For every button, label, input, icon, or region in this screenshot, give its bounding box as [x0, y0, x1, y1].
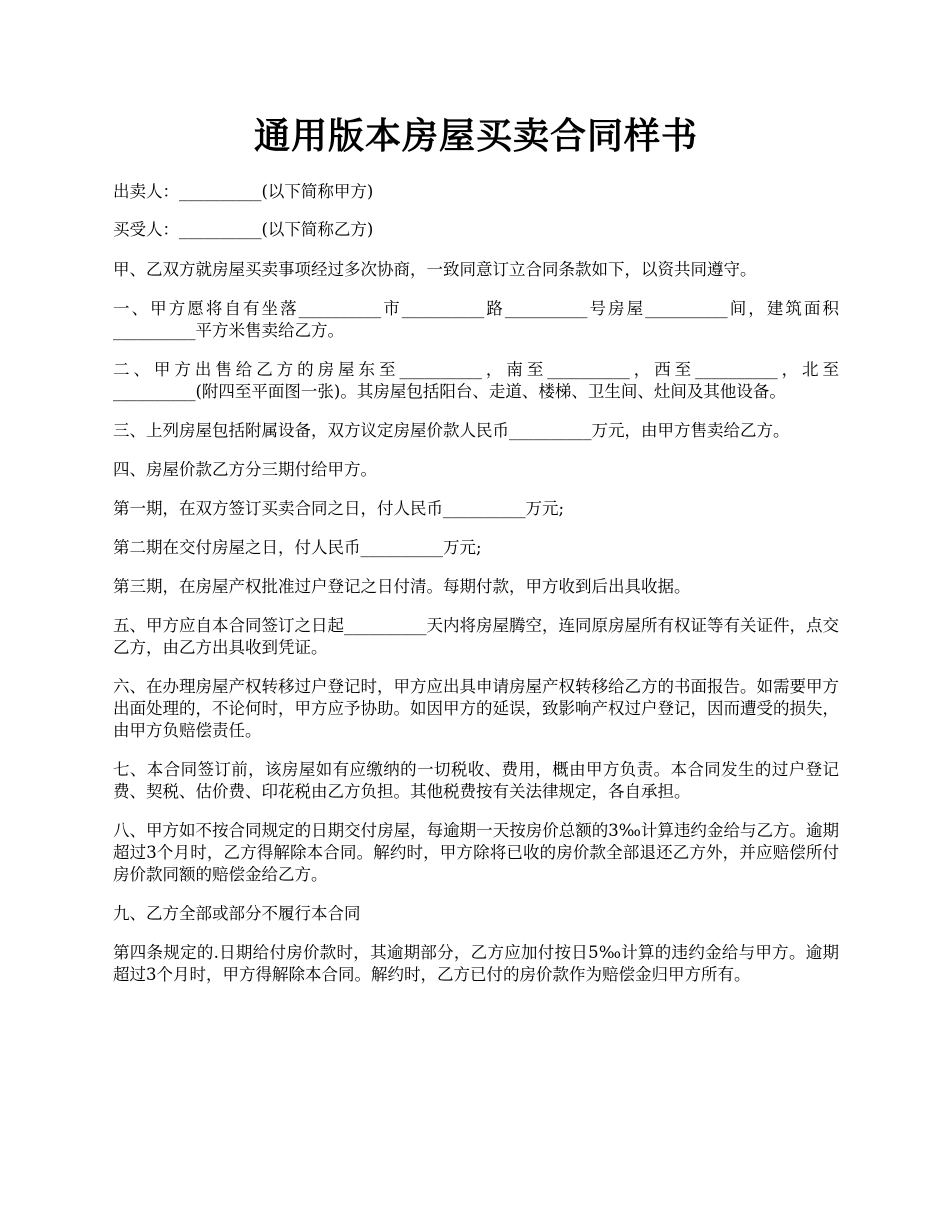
preamble-paragraph: 甲、乙双方就房屋买卖事项经过多次协商，一致同意订立合同条款如下，以资共同遵守。 — [113, 260, 757, 279]
clause-5: 五、甲方应自本合同签订之日起__________天内将房屋腾空，连同原房屋所有权证等有关证件，点交乙方，由乙方出具收到凭证。 — [113, 616, 839, 657]
clause-1: 一、甲方愿将自有坐落__________市__________路__________号房屋__________间，建筑面积__________平方米售卖给乙方。 — [113, 299, 839, 340]
clause-2: 二、甲方出售给乙方的房屋东至__________，南至__________，西至__________，北至__________(附四至平面图一张)。其房屋包括阳台、走道、楼梯、卫生间、灶间及其他设备。 — [113, 360, 839, 401]
clause-3: 三、上列房屋包括附属设备，双方议定房屋价款人民币__________万元，由甲方售卖给乙方。 — [113, 421, 790, 440]
seller-line: 出卖人：__________(以下简称甲方) — [113, 182, 374, 201]
payment-phase-1: 第一期，在双方签订买卖合同之日，付人民币__________万元; — [113, 499, 565, 518]
clause-6: 六、在办理房屋产权转移过户登记时，甲方应出具申请房屋产权转移给乙方的书面报告。如需要甲方出面处理的，不论何时，甲方应予协助。如因甲方的延误，致影响产权过户登记，因而遭受的损失，由甲方负赔偿责任。 — [113, 677, 839, 740]
document-title: 通用版本房屋买卖合同样书 — [253, 115, 698, 157]
clause-8: 八、甲方如不按合同规定的日期交付房屋，每逾期一天按房价总额的3‰计算违约金给与乙方。逾期超过3个月时，乙方得解除本合同。解约时，甲方除将已收的房价款全部退还乙方外，并应赔偿所付房价款同额的赔偿金给乙方。 — [113, 821, 839, 884]
clause-9: 九、乙方全部或部分不履行本合同 — [113, 904, 361, 923]
payment-phase-2: 第二期在交付房屋之日，付人民币__________万元; — [113, 538, 482, 557]
buyer-line: 买受人：__________(以下简称乙方) — [113, 220, 374, 239]
payment-phase-3: 第三期，在房屋产权批准过户登记之日付清。每期付款，甲方收到后出具收据。 — [113, 577, 691, 596]
clause-7: 七、本合同签订前，该房屋如有应缴纳的一切税收、费用，概由甲方负责。本合同发生的过户登记费、契税、估价费、印花税由乙方负担。其他税费按有关法律规定，各自承担。 — [113, 760, 839, 801]
clause-4: 四、房屋价款乙方分三期付给甲方。 — [113, 460, 377, 479]
document-page — [113, 0, 839, 986]
clause-9-continued: 第四条规定的.日期给付房价款时，其逾期部分，乙方应加付按日5‰计算的违约金给与甲方。逾期超过3个月时，甲方得解除本合同。解约时，乙方已付的房价款作为赔偿金归甲方所有。 — [113, 943, 839, 984]
